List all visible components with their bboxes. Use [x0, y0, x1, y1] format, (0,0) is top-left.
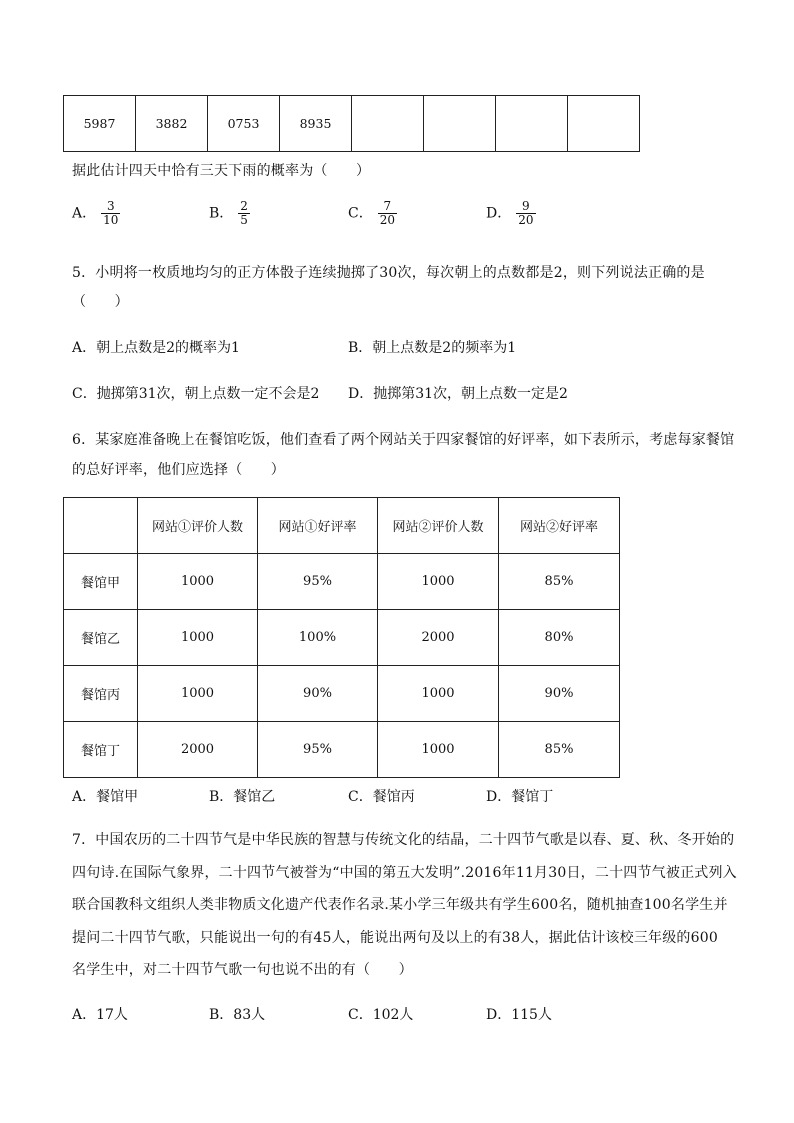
- fraction: [101, 200, 120, 227]
- denominator: 20: [518, 213, 534, 227]
- table-header-row: [64, 498, 620, 554]
- option-label: D．: [486, 205, 512, 222]
- table-cell: 85%: [499, 554, 620, 610]
- q7-stem-line-4: 提问二十四节气歌，只能说出一句的有45人，能说出两句及以上的有38人，据此估计该校三年级的600: [72, 930, 718, 946]
- q5-option-a: A．朝上点数是2的概率为1: [72, 340, 240, 356]
- table-header-cell: 网站②好评率: [499, 498, 620, 554]
- q6-option-a: A．餐馆甲: [72, 789, 139, 805]
- table-cell: 1000: [138, 554, 258, 610]
- q6-option-d: D．餐馆丁: [486, 789, 554, 805]
- table-cell: 1000: [378, 666, 499, 722]
- table-cell: [424, 96, 496, 152]
- q7-option-a: A．17人: [72, 1007, 128, 1023]
- table-cell: [352, 96, 424, 152]
- restaurant-rating-table: [63, 497, 620, 778]
- table-cell: 85%: [499, 722, 620, 778]
- table-cell: 90%: [258, 666, 378, 722]
- table-row: [64, 722, 620, 778]
- table-row: [64, 666, 620, 722]
- table-cell: 1000: [138, 610, 258, 666]
- table-header-cell: 网站①评价人数: [138, 498, 258, 554]
- option-label: A．: [72, 205, 97, 222]
- table-row: [64, 610, 620, 666]
- q4-option-b: [209, 200, 250, 227]
- table-cell: 95%: [258, 722, 378, 778]
- table-cell: 80%: [499, 610, 620, 666]
- table-cell: 3882: [136, 96, 208, 152]
- q4-option-a: [72, 200, 120, 227]
- table-cell: [496, 96, 568, 152]
- fraction: [238, 200, 250, 227]
- q5-stem-line-2: （ ）: [72, 294, 129, 310]
- table-row: [64, 554, 620, 610]
- q7-stem-line-5: 名学生中，对二十四节气歌一句也说不出的有（ ）: [72, 962, 413, 978]
- random-number-table: [63, 95, 640, 152]
- table-header-cell: [64, 498, 138, 554]
- q4-option-c: [348, 200, 397, 227]
- table-cell: 1000: [378, 722, 499, 778]
- table-cell: 1000: [378, 554, 499, 610]
- option-label: B．: [209, 205, 234, 222]
- option-label: C．: [348, 205, 373, 222]
- table-cell: 100%: [258, 610, 378, 666]
- table-cell: 餐馆丁: [64, 722, 138, 778]
- q7-option-c: C．102人: [348, 1007, 414, 1023]
- numerator: 3: [101, 200, 120, 214]
- table-cell: 餐馆甲: [64, 554, 138, 610]
- table-row: [64, 96, 640, 152]
- table-cell: [568, 96, 640, 152]
- table-header-cell: 网站②评价人数: [378, 498, 499, 554]
- fraction: [378, 200, 397, 227]
- table-cell: 5987: [64, 96, 136, 152]
- q5-option-d: D．抛掷第31次，朝上点数一定是2: [348, 386, 568, 402]
- fraction: [516, 200, 535, 227]
- table-cell: 0753: [208, 96, 280, 152]
- denominator: 5: [240, 213, 248, 227]
- q7-stem-line-3: 联合国教科文组织人类非物质文化遗产代表作名录.某小学三年级共有学生600名，随机抽查100名学生并: [72, 897, 728, 913]
- table-cell: 餐馆乙: [64, 610, 138, 666]
- numerator: 7: [378, 200, 397, 214]
- denominator: 20: [379, 213, 395, 227]
- q4-prompt: 据此估计四天中恰有三天下雨的概率为（ ）: [72, 163, 371, 179]
- q5-option-b: B．朝上点数是2的频率为1: [348, 340, 517, 356]
- table-cell: 8935: [280, 96, 352, 152]
- table-cell: 95%: [258, 554, 378, 610]
- q5-stem-line-1: 5．小明将一枚质地均匀的正方体骰子连续抛掷了30次，每次朝上的点数都是2，则下列说法正确的是: [72, 265, 705, 281]
- q4-option-d: [486, 200, 536, 227]
- q6-option-b: B．餐馆乙: [209, 789, 276, 805]
- table-cell: 90%: [499, 666, 620, 722]
- numerator: 2: [240, 199, 248, 213]
- q6-stem-line-2: 的总好评率，他们应选择（ ）: [72, 462, 285, 478]
- q7-option-b: B．83人: [209, 1007, 266, 1023]
- table-cell: 1000: [138, 666, 258, 722]
- q6-option-c: C．餐馆丙: [348, 789, 415, 805]
- q7-stem-line-2: 四句诗.在国际气象界，二十四节气被誉为“中国的第五大发明”.2016年11月30日，二十四节气被正式列入: [72, 865, 737, 881]
- table-header-cell: 网站①好评率: [258, 498, 378, 554]
- table-cell: 2000: [378, 610, 499, 666]
- q7-stem-line-1: 7．中国农历的二十四节气是中华民族的智慧与传统文化的结晶，二十四节气歌是以春、夏、秋、冬开始的: [72, 832, 735, 848]
- q7-option-d: D．115人: [486, 1007, 552, 1023]
- table-cell: 餐馆丙: [64, 666, 138, 722]
- q6-stem-line-1: 6．某家庭准备晚上在餐馆吃饭，他们查看了两个网站关于四家餐馆的好评率，如下表所示，考虑每家餐馆: [72, 432, 735, 448]
- table-cell: 2000: [138, 722, 258, 778]
- denominator: 10: [103, 213, 119, 227]
- q5-option-c: C．抛掷第31次，朝上点数一定不会是2: [72, 386, 320, 402]
- numerator: 9: [516, 200, 535, 214]
